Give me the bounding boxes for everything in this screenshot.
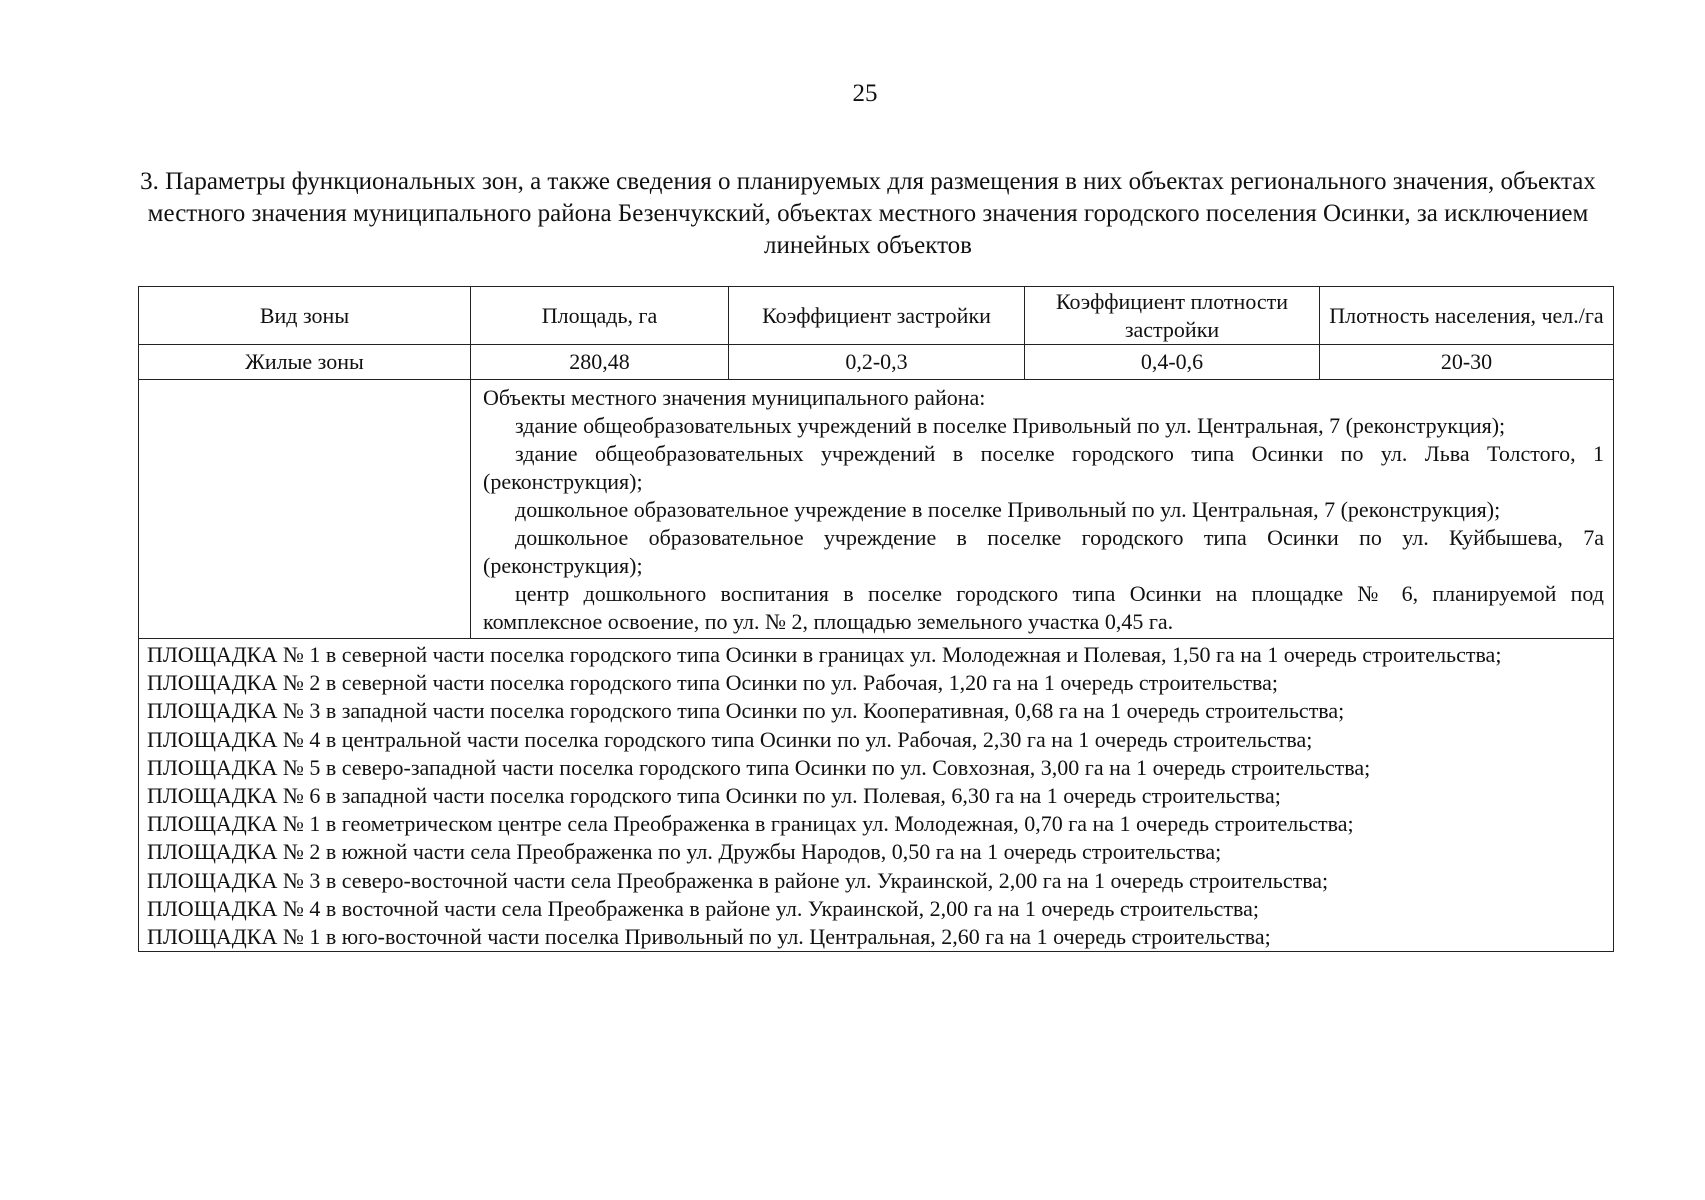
objects-empty-cell: [139, 380, 471, 639]
section-heading: 3. Параметры функциональных зон, а также сведения о планируемых для размещения в них объектах регионального значения, объектах местного значения муниципального района Безенчукский, объектах местного значения городского поселения Осинки, за исключением линейных объектов: [140, 168, 1596, 259]
site-item: ПЛОЩАДКА № 2 в южной части села Преображенка по ул. Дружбы Народов, 0,50 га на 1 очередь строительства;: [147, 839, 1222, 865]
header-population-density: Плотность населения, чел./га: [1320, 287, 1614, 345]
site-item: ПЛОЩАДКА № 1 в геометрическом центре села Преображенка в границах ул. Молодежная, 0,70 га на 1 очередь строительства;: [147, 811, 1354, 837]
sites-cell: [139, 639, 1614, 952]
objects-title: Объекты местного значения муниципального района:: [483, 385, 986, 410]
zones-table: [138, 286, 1614, 952]
object-item: дошкольное образовательное учреждение в поселке Привольный по ул. Центральная, 7 (реконструкция);: [515, 497, 1501, 522]
header-area: Площадь, га: [471, 287, 729, 345]
table-row: [139, 345, 1614, 380]
site-item: ПЛОЩАДКА № 1 в юго-восточной части поселка Привольный по ул. Центральная, 2,60 га на 1 очередь строительства;: [147, 924, 1271, 950]
header-building-coef: Коэффициент застройки: [729, 287, 1025, 345]
table-header-row: [139, 287, 1614, 345]
site-item: ПЛОЩАДКА № 4 в восточной части села Преображенка в районе ул. Украинской, 2,00 га на 1 очередь строительства;: [147, 895, 1260, 921]
site-item: ПЛОЩАДКА № 3 в западной части поселка городского типа Осинки по ул. Кооперативная, 0,68 га на 1 очередь строительства;: [147, 698, 1345, 724]
objects-row: [139, 380, 1614, 639]
object-item: центр дошкольного воспитания в поселке городского типа Осинки на площадке № 6, планируемой под комплексное освоение, по ул. № 2, площадью земельного участка 0,45 га.: [483, 581, 1604, 634]
object-item: дошкольное образовательное учреждение в поселке городского типа Осинки по ул. Куйбышева, 7а (реконструкция);: [483, 525, 1604, 578]
site-item: ПЛОЩАДКА № 1 в северной части поселка городского типа Осинки в границах ул. Молодежная и Полевая, 1,50 га на 1 очередь строительства;: [147, 642, 1502, 667]
cell-density-coef: 0,4-0,6: [1025, 345, 1320, 380]
page-number: 25: [852, 80, 878, 107]
object-item: здание общеобразовательных учреждений в поселке Привольный по ул. Центральная, 7 (реконструкция);: [515, 413, 1506, 438]
cell-area: 280,48: [471, 345, 729, 380]
cell-population-density: 20-30: [1320, 345, 1614, 380]
sites-row: [139, 639, 1614, 952]
site-item: ПЛОЩАДКА № 6 в западной части поселка городского типа Осинки по ул. Полевая, 6,30 га на 1 очередь строительства;: [147, 783, 1281, 809]
site-item: ПЛОЩАДКА № 3 в северо-восточной части села Преображенка в районе ул. Украинской, 2,00 га на 1 очередь строительства;: [147, 867, 1329, 893]
site-item: ПЛОЩАДКА № 2 в северной части поселка городского типа Осинки по ул. Рабочая, 1,20 га на 1 очередь строительства;: [147, 670, 1279, 696]
object-item: здание общеобразовательных учреждений в поселке городского типа Осинки по ул. Льва Толстого, 1 (реконструкция);: [483, 441, 1604, 494]
header-density-coef: Коэффициент плотности застройки: [1025, 287, 1320, 345]
site-item: ПЛОЩАДКА № 4 в центральной части поселка городского типа Осинки по ул. Рабочая, 2,30 га на 1 очередь строительства;: [147, 726, 1313, 752]
cell-building-coef: 0,2-0,3: [729, 345, 1025, 380]
site-item: ПЛОЩАДКА № 5 в северо-западной части поселка городского типа Осинки по ул. Совхозная, 3,00 га на 1 очередь строительства;: [147, 754, 1371, 780]
header-zone-type: Вид зоны: [139, 287, 471, 345]
objects-cell: [471, 380, 1614, 639]
cell-zone-type: Жилые зоны: [139, 345, 471, 380]
